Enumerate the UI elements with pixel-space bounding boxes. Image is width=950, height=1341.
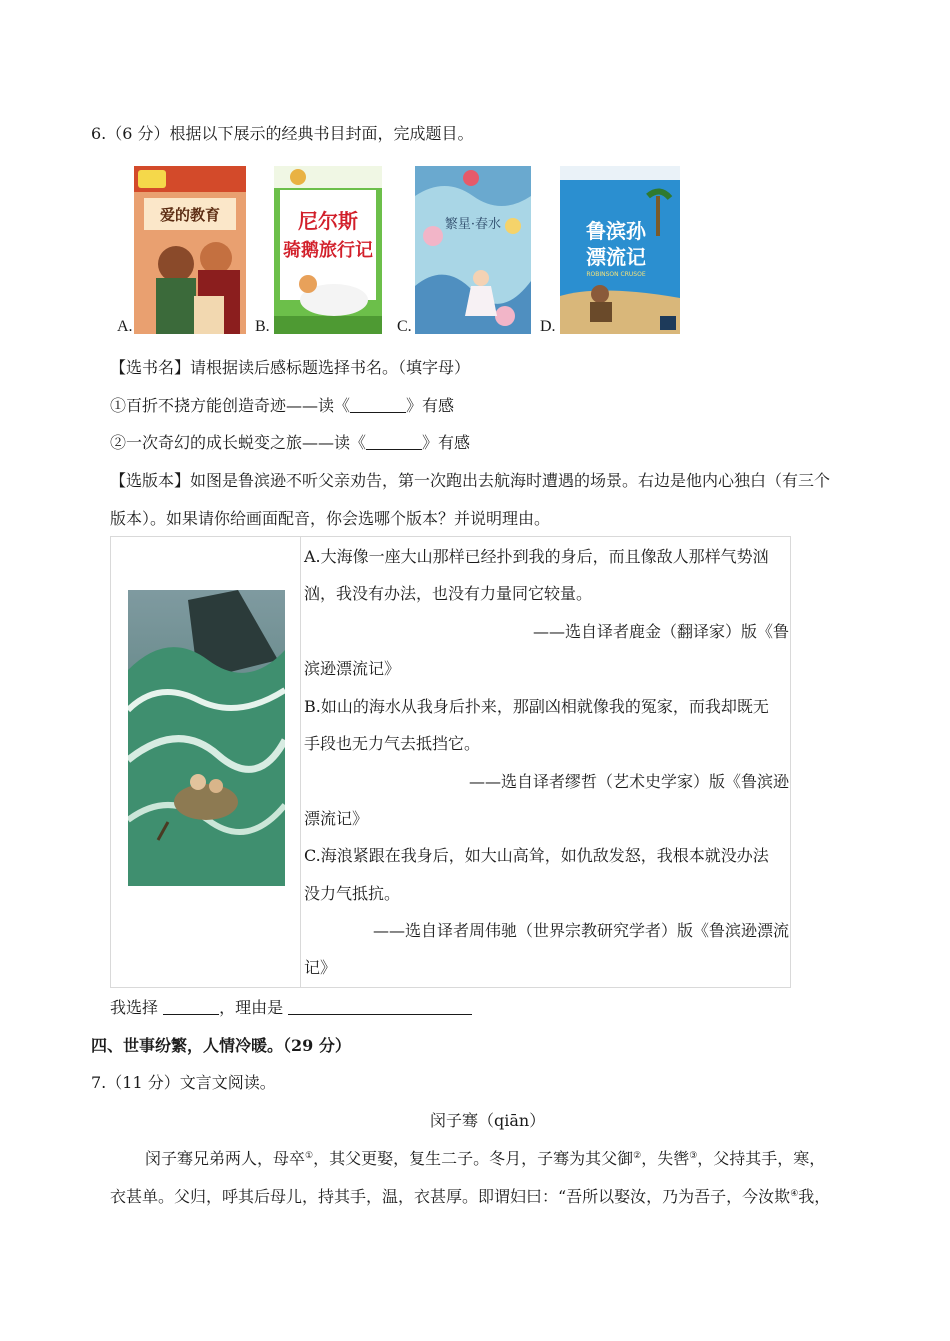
version-b-line-1: B.如山的海水从我身后扑来，那副凶相就像我的冤家，而我却既无	[304, 697, 769, 716]
passage-title: 闵子骞（qiān）	[430, 1111, 546, 1130]
cover-d-letter: D.	[540, 318, 556, 335]
version-b-source-end: 漂流记》	[304, 809, 369, 828]
select-version-line-1: 【选版本】如图是鲁滨逊不听父亲劝告，第一次跑出去航海时遭遇的场景。右边是他内心独白（有三个	[110, 471, 831, 490]
cover-a-title: 爱的教育	[159, 206, 221, 224]
item-1-blank[interactable]	[350, 396, 406, 413]
item-2-text: ②一次奇幻的成长蜕变之旅——读《	[110, 433, 367, 452]
cover-d-title-2: 漂流记	[586, 245, 646, 269]
book-cover-a	[134, 166, 246, 334]
reason-blank[interactable]	[288, 998, 472, 1015]
version-a-line-1: A.大海像一座大山那样已经扑到我的身后，而且像敌人那样气势汹	[304, 547, 769, 566]
shipwreck-illustration	[128, 590, 285, 886]
footnote-1: ①	[305, 1151, 314, 1161]
select-version-line-2: 版本）。如果请你给画面配音，你会选哪个版本？并说明理由。	[110, 509, 551, 528]
version-a-line-2: 汹，我没有办法，也没有力量同它较量。	[304, 584, 593, 603]
cover-a-letter: A.	[117, 318, 133, 335]
answer-label: 我选择	[110, 998, 159, 1017]
version-c-line-2: 没力气抵抗。	[304, 884, 401, 903]
item-1-text: ①百折不挠方能创造奇迹——读《	[110, 396, 351, 415]
cover-d-subtitle: ROBINSON CRUSOE	[586, 271, 646, 278]
cover-d-title-1: 鲁滨孙	[586, 219, 646, 243]
book-cover-c	[415, 166, 531, 334]
footnote-3: ③	[689, 1151, 698, 1161]
passage-line-1: 闵子骞兄弟两人，母卒①，其父更娶，复生二子。冬月，子骞为其父御②，失辔③，父持其手，寒，	[145, 1149, 826, 1168]
question-7-stem: 7.（11 分）文言文阅读。	[91, 1073, 276, 1092]
cover-b-letter: B.	[255, 318, 270, 335]
cover-b-title-2: 骑鹅旅行记	[283, 240, 373, 261]
book-cover-d	[560, 166, 680, 334]
footnote-4: ④	[790, 1189, 799, 1199]
version-b-line-2: 手段也无力气去抵挡它。	[304, 734, 481, 753]
answer-line	[110, 997, 472, 1019]
item-2-blank[interactable]	[366, 433, 422, 450]
cover-b-title-1: 尼尔斯	[298, 209, 358, 233]
version-c-source: ——选自译者周伟驰（世界宗教研究学者）版《鲁滨逊漂流	[372, 921, 789, 940]
book-cover-b	[274, 166, 382, 334]
item-2	[110, 432, 470, 454]
version-c-line-1: C.海浪紧跟在我身后，如大山高耸，如仇敌发怒，我根本就没办法	[304, 846, 769, 865]
passage-line-2: 衣甚单。父归，呼其后母儿，持其手，温，衣甚厚。即谓妇曰：“吾所以娶汝，乃为吾子，今汝欺④我，	[110, 1187, 831, 1206]
item-1-suffix: 》有感	[406, 396, 455, 415]
version-a-source: ——选自译者鹿金（翻译家）版《鲁	[532, 622, 789, 641]
section-4-heading: 四、世事纷繁，人情冷暖。（29 分）	[91, 1036, 351, 1055]
select-title-instruction: 【选书名】请根据读后感标题选择书名。（填字母）	[110, 358, 471, 377]
item-1	[110, 395, 454, 417]
choice-blank[interactable]	[163, 998, 219, 1015]
cover-c-letter: C.	[397, 318, 412, 335]
reason-label: ，理由是	[219, 998, 284, 1017]
question-6-stem: 6.（6 分）根据以下展示的经典书目封面，完成题目。	[91, 124, 474, 143]
version-a-source-end: 滨逊漂流记》	[304, 659, 401, 678]
cover-c-title: 繁星·春水	[444, 217, 502, 232]
version-c-source-end: 记》	[304, 958, 337, 977]
item-2-suffix: 》有感	[422, 433, 471, 452]
footnote-2: ②	[633, 1151, 642, 1161]
version-b-source: ——选自译者缪哲（艺术史学家）版《鲁滨逊	[468, 772, 789, 791]
